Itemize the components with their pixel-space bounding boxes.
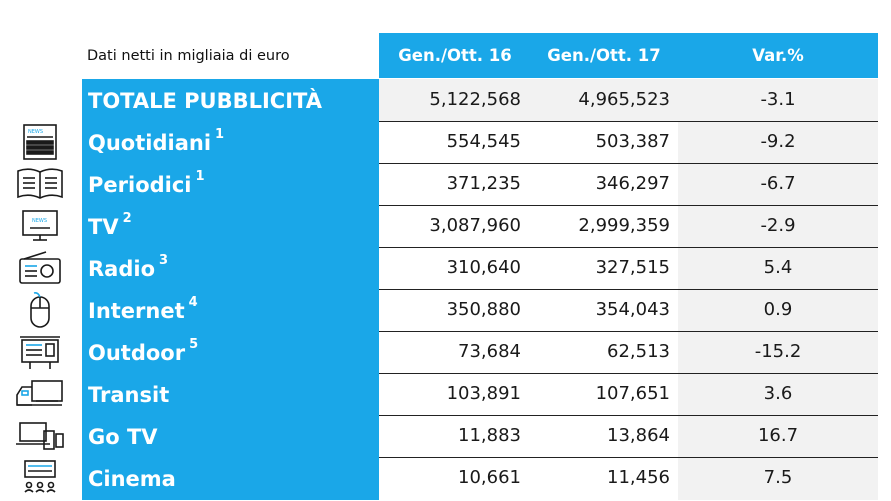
value-2017: 11,456 xyxy=(607,467,670,488)
row-label-text: Outdoor xyxy=(88,341,186,365)
value-2016: 3,087,960 xyxy=(429,215,521,236)
col-header-var: Var.% xyxy=(752,46,804,65)
value-2017: 503,387 xyxy=(595,131,670,152)
value-var: 3.6 xyxy=(763,383,793,404)
value-2016: 554,545 xyxy=(446,131,521,152)
value-2016: 73,684 xyxy=(458,341,521,362)
value-2017: 62,513 xyxy=(607,341,670,362)
value-var: 16.7 xyxy=(757,425,799,446)
value-var: 5.4 xyxy=(763,257,793,278)
row-label-text: Internet xyxy=(88,299,185,323)
svg-text:NEWS: NEWS xyxy=(28,129,44,135)
col-header-2016: Gen./Ott. 16 xyxy=(398,46,512,65)
value-2016: 103,891 xyxy=(446,383,521,404)
footnote-marker: 1 xyxy=(215,127,225,142)
value-2016: 5,122,568 xyxy=(429,89,521,110)
mouse-icon xyxy=(14,291,66,329)
value-2016: 371,235 xyxy=(446,173,521,194)
row-label-text: TOTALE PUBBLICITÀ xyxy=(88,89,322,113)
value-2017: 13,864 xyxy=(607,425,670,446)
value-2017: 346,297 xyxy=(595,173,670,194)
row-label xyxy=(88,457,176,499)
row-label xyxy=(88,163,205,205)
value-2017: 4,965,523 xyxy=(578,89,670,110)
row-label-text: Radio xyxy=(88,257,155,281)
row-label xyxy=(88,79,322,121)
newspaper-icon xyxy=(14,123,66,161)
col-header-2017: Gen./Ott. 17 xyxy=(547,46,661,65)
footnote-marker: 3 xyxy=(159,253,169,268)
billboard-icon xyxy=(14,333,66,371)
row-label xyxy=(88,205,132,247)
subtitle: Dati netti in migliaia di euro xyxy=(87,48,290,64)
cinema-icon xyxy=(14,459,66,497)
svg-text:NEWS: NEWS xyxy=(32,218,48,224)
value-var: 0.9 xyxy=(763,299,793,320)
row-label-text: Go TV xyxy=(88,425,158,449)
value-2016: 10,661 xyxy=(458,467,521,488)
row-label-text: TV xyxy=(88,215,119,239)
value-2017: 2,999,359 xyxy=(578,215,670,236)
value-var: 7.5 xyxy=(763,467,793,488)
value-var: -6.7 xyxy=(760,173,796,194)
value-2017: 327,515 xyxy=(595,257,670,278)
radio-icon xyxy=(14,249,66,287)
row-label xyxy=(88,415,158,457)
footnote-marker: 5 xyxy=(189,337,199,352)
row-label-text: Cinema xyxy=(88,467,176,491)
row-label xyxy=(88,289,198,331)
row-label-text: Quotidiani xyxy=(88,131,212,155)
value-2017: 107,651 xyxy=(595,383,670,404)
value-2017: 354,043 xyxy=(595,299,670,320)
tv-icon xyxy=(14,207,66,245)
value-var: -15.2 xyxy=(754,341,802,362)
row-label xyxy=(88,331,198,373)
value-var: -9.2 xyxy=(760,131,796,152)
value-var: -2.9 xyxy=(760,215,796,236)
value-2016: 350,880 xyxy=(446,299,521,320)
footnote-marker: 2 xyxy=(122,211,132,226)
devices-icon xyxy=(14,417,66,455)
footnote-marker: 4 xyxy=(188,295,198,310)
value-var: -3.1 xyxy=(760,89,796,110)
row-label xyxy=(88,247,168,289)
truck-icon xyxy=(14,375,66,413)
row-label xyxy=(88,121,224,163)
value-2016: 11,883 xyxy=(458,425,521,446)
footnote-marker: 1 xyxy=(195,169,205,184)
row-label-text: Transit xyxy=(88,383,170,407)
magazine-icon xyxy=(14,165,66,203)
row-label xyxy=(88,373,169,415)
value-2016: 310,640 xyxy=(446,257,521,278)
row-label-text: Periodici xyxy=(88,173,192,197)
